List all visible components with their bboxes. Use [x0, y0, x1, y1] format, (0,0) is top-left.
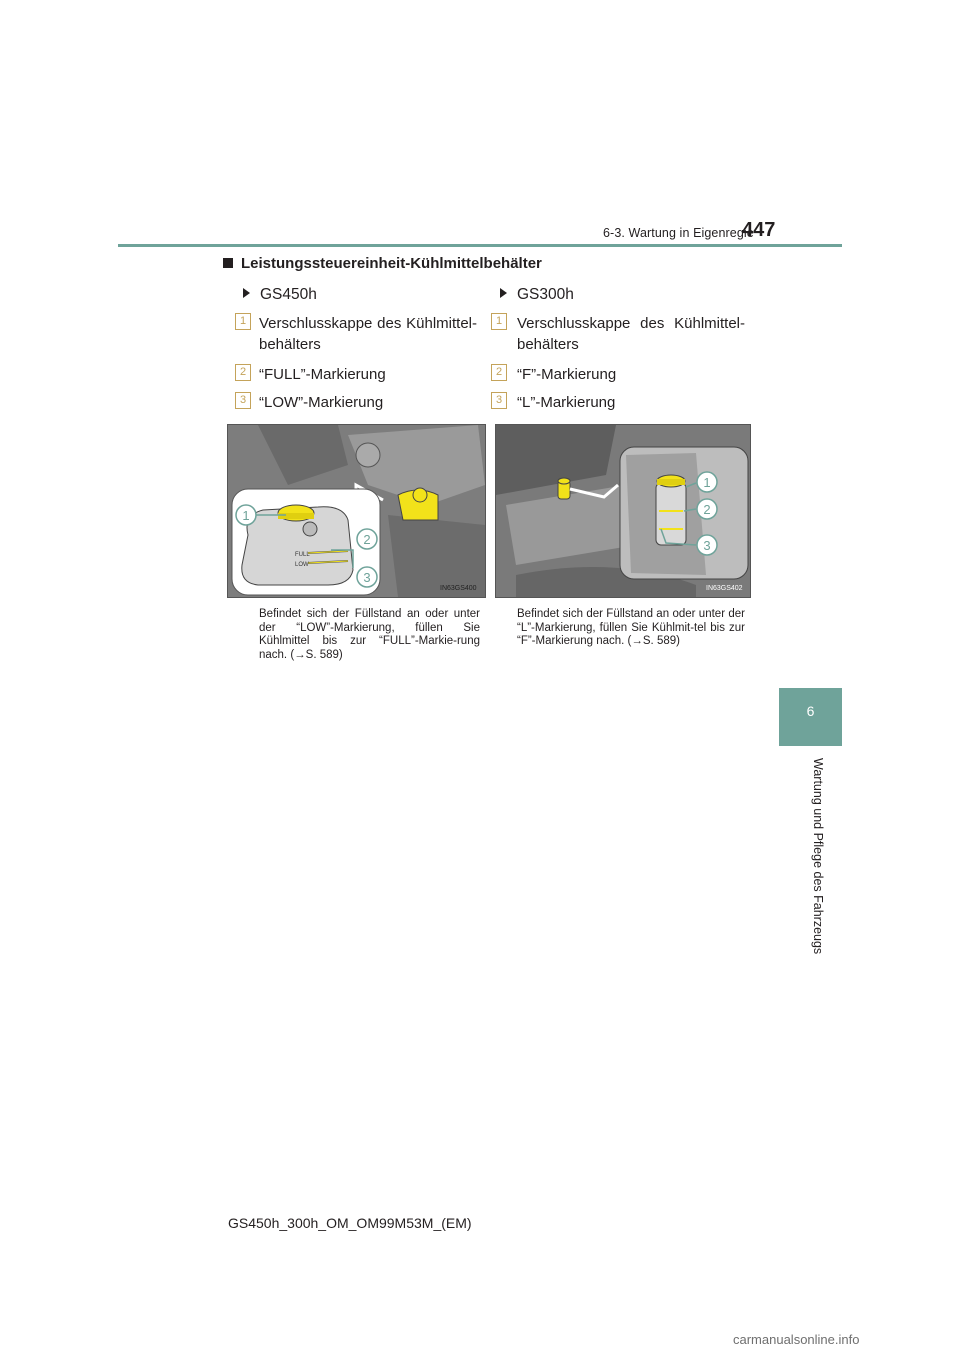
- item-label: “LOW”-Markierung: [259, 394, 384, 411]
- item-number: 1: [491, 313, 507, 330]
- full-mark-label: FULL: [295, 552, 310, 558]
- header-divider: [118, 244, 842, 247]
- model-name: GS450h: [260, 286, 317, 303]
- svg-text:2: 2: [703, 502, 711, 517]
- item-label: “FULL”-Markierung: [259, 366, 386, 383]
- caption-left: Befindet sich der Füllstand an oder unter der “LOW”-Markierung, füllen Sie Kühlmittel bis zur “FULL”-Markie-rung nach. (→S. 589): [259, 608, 480, 661]
- svg-text:3: 3: [703, 538, 711, 553]
- svg-text:1: 1: [242, 508, 250, 523]
- watermark: carmanualsonline.info: [733, 1332, 860, 1347]
- chapter-tab: [779, 688, 842, 746]
- item-label: Verschlusskappe des Kühlmittel-behälters: [259, 315, 477, 353]
- square-bullet-icon: [223, 258, 233, 268]
- section-heading: [223, 255, 542, 272]
- svg-text:1: 1: [703, 475, 711, 490]
- item-label: “L”-Markierung: [517, 394, 616, 411]
- model-name: GS300h: [517, 286, 574, 303]
- item-number: 3: [235, 392, 251, 409]
- item-number: 2: [235, 364, 251, 381]
- section-reference: 6-3. Wartung in Eigenregie: [603, 226, 754, 240]
- item-label: “F”-Markierung: [517, 366, 617, 383]
- item-text: [259, 313, 477, 355]
- triangle-bullet-icon: [500, 288, 507, 298]
- chapter-title-vertical: [808, 758, 828, 958]
- item-number: 3: [491, 392, 507, 409]
- item-number: 2: [491, 364, 507, 381]
- caption-right: Befindet sich der Füllstand an oder unter der “L”-Markierung, füllen Sie Kühlmit-tel bis zur “F”-Markierung nach. (→S. 589): [517, 608, 745, 647]
- section-heading-text: Leistungssteuereinheit-Kühlmittelbehälter: [241, 255, 542, 272]
- chapter-title: Wartung und Pflege des Fahrzeugs: [811, 758, 825, 955]
- svg-text:2: 2: [363, 532, 371, 547]
- triangle-bullet-icon: [243, 288, 250, 298]
- page-number: 447: [742, 219, 776, 241]
- item-label: Verschlusskappe des Kühlmittel-behälters: [517, 315, 745, 353]
- chapter-number: 6: [806, 703, 815, 719]
- engine-illustration-gs300h: [495, 424, 751, 598]
- svg-text:3: 3: [363, 570, 371, 585]
- document-code: GS450h_300h_OM_OM99M53M_(EM): [228, 1215, 472, 1231]
- engine-illustration-gs450h: [227, 424, 486, 598]
- model-label-right: [500, 286, 574, 304]
- image-code: IN63GS402: [706, 585, 743, 592]
- item-number: 1: [235, 313, 251, 330]
- image-code: IN63GS400: [440, 585, 477, 592]
- low-mark-label: LOW: [295, 562, 309, 568]
- model-label-left: [243, 286, 317, 304]
